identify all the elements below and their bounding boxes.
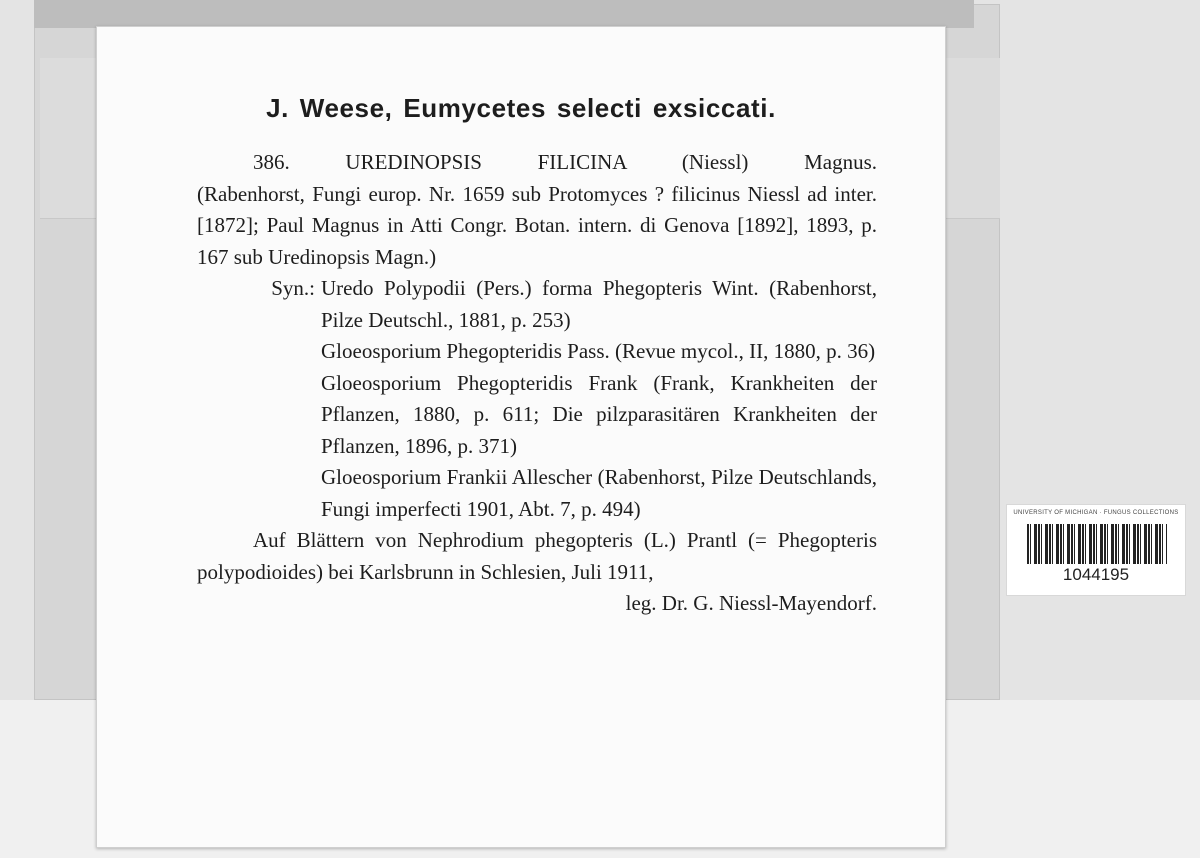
barcode-label bbox=[1006, 504, 1186, 596]
synonyms-block bbox=[197, 273, 877, 525]
barcode-number: 1044195 bbox=[1062, 565, 1130, 584]
synonym-item: Gloeosporium Phegopteridis Pass. (Revue mycol., II, 1880, p. 36) bbox=[321, 339, 876, 363]
habitat-note: Auf Blättern von Nephrodium phegopteris (L.) Prantl (= Phegopteris polypodioides) bei Karlsbrunn in Schlesien, Juli 1911, bbox=[197, 528, 877, 584]
label-title: J. Weese, Eumycetes selecti exsiccati. bbox=[266, 93, 776, 123]
taxon-header: 386. UREDINOPSIS FILICINA (Niessl) Magnus. bbox=[253, 150, 877, 174]
synonyms-label: Syn.: bbox=[271, 276, 315, 300]
synonym-item: Gloeosporium Phegopteridis Frank (Frank, Krankheiten der Pflanzen, 1880, p. 611; Die pilzparasitären Krankheiten der Pflanzen, 1896, p. 371) bbox=[321, 370, 877, 458]
synonyms-list bbox=[321, 273, 877, 525]
folder-top-edge bbox=[34, 0, 974, 28]
specimen-label bbox=[96, 26, 946, 848]
label-body bbox=[197, 147, 877, 620]
synonym-item: Gloeosporium Frankii Allescher (Rabenhorst, Pilze Deutschlands, Fungi imperfecti 1901, Abt. 7, p. 494) bbox=[321, 465, 877, 521]
synonym-item: Uredo Polypodii (Pers.) forma Phegopteris Wint. (Rabenhorst, Pilze Deutschl., 1881, p. 253) bbox=[321, 276, 877, 332]
barcode-caption: UNIVERSITY OF MICHIGAN · FUNGUS COLLECTIONS bbox=[1013, 510, 1179, 516]
barcode-bars bbox=[1027, 524, 1167, 564]
collector: leg. Dr. G. Niessl-Mayendorf. bbox=[625, 591, 877, 615]
citation: (Rabenhorst, Fungi europ. Nr. 1659 sub Protomyces ? filicinus Niessl ad inter. [1872]; Paul Magnus in Atti Congr. Botan. intern. di Genova [1892], 1893, p. 167 sub Uredinopsis Magn.) bbox=[197, 181, 877, 269]
